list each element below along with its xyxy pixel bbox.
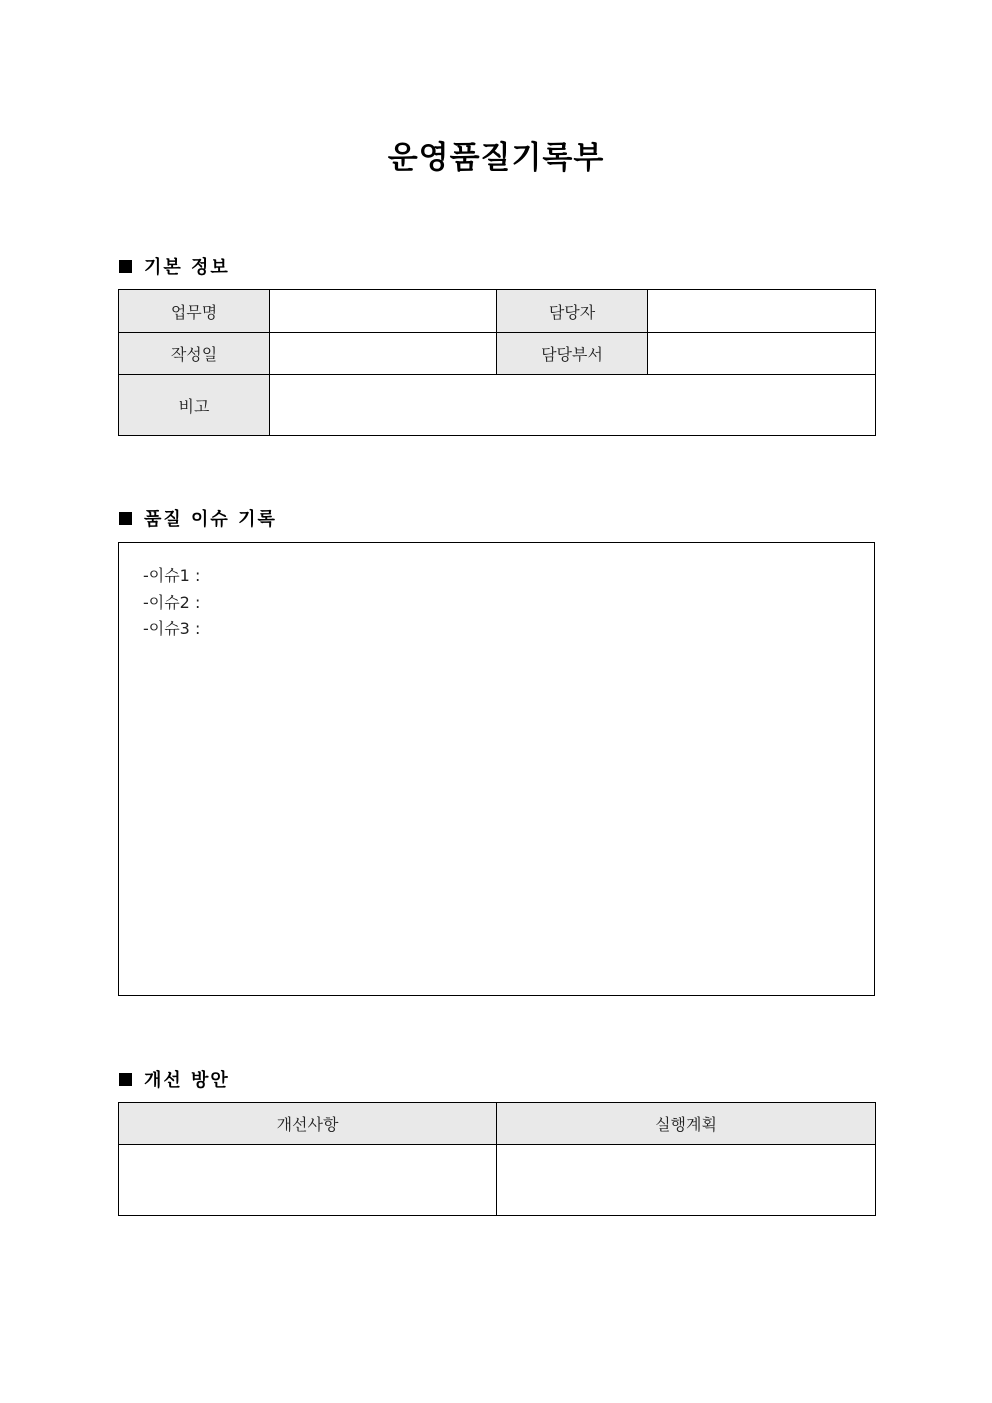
list-item: -이슈2 : [143, 592, 201, 612]
table-row [119, 375, 876, 436]
issue-list [143, 563, 200, 643]
list-item: -이슈1 : [143, 566, 201, 585]
table-row [119, 333, 876, 375]
basic-info-table [118, 289, 876, 436]
section-heading-label: 기본 정보 [144, 257, 230, 278]
section-heading-label: 개선 방안 [144, 1070, 230, 1091]
table-row [119, 1145, 876, 1216]
quality-issues-box[interactable] [118, 542, 875, 996]
section-heading-label: 품질 이슈 기록 [144, 509, 277, 530]
section-heading-basic-info [119, 253, 230, 279]
square-bullet-icon [119, 1073, 132, 1086]
department-field[interactable] [648, 333, 876, 375]
square-bullet-icon [119, 260, 132, 273]
page-title: 운영품질기록부 [387, 140, 605, 176]
remarks-field[interactable] [270, 375, 876, 436]
task-name-field[interactable] [270, 290, 497, 333]
column-header-action-plan: 실행계획 [497, 1103, 876, 1145]
remarks-label: 비고 [119, 375, 270, 436]
table-header-row [119, 1103, 876, 1145]
list-item: -이슈3 : [143, 619, 201, 638]
date-label: 작성일 [119, 333, 270, 375]
section-heading-quality-issues [119, 505, 277, 531]
column-header-improvement: 개선사항 [119, 1103, 497, 1145]
improvement-field[interactable] [119, 1145, 497, 1216]
improvement-table [118, 1102, 876, 1216]
table-row [119, 290, 876, 333]
section-heading-improvement [119, 1066, 230, 1092]
date-field[interactable] [270, 333, 497, 375]
task-name-label: 업무명 [119, 290, 270, 333]
action-plan-field[interactable] [497, 1145, 876, 1216]
square-bullet-icon [119, 512, 132, 525]
manager-field[interactable] [648, 290, 876, 333]
manager-label: 담당자 [497, 290, 648, 333]
department-label: 담당부서 [497, 333, 648, 375]
